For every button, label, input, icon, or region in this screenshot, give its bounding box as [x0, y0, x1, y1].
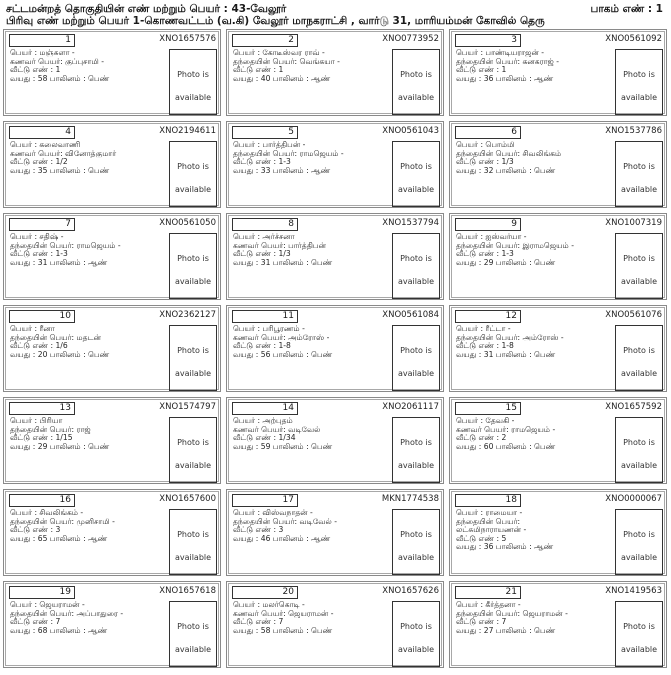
voter-card [226, 489, 444, 576]
serial-number-box: 6 [455, 126, 521, 139]
voter-age-gender: வயது : 33 பாலினம் : ஆண் [233, 166, 331, 175]
photo-text-line1: Photo is [177, 70, 209, 79]
voter-relation: தந்தையின் பெயர்: ஜெயராமன் - [456, 609, 568, 618]
voter-house-number: வீட்டு எண் : 1/34 [233, 434, 296, 443]
voter-card [226, 29, 444, 116]
serial-number-box: 2 [232, 34, 298, 47]
voter-name: பெயர் : பாண்டியராஜன் - [456, 49, 545, 57]
epic-id: XNO1419563 [605, 586, 662, 596]
epic-id: XNO0561084 [382, 310, 439, 320]
voter-details [233, 49, 383, 83]
photo-text-line2: available [174, 645, 212, 654]
voter-house-number: வீட்டு எண் : 5 [456, 534, 507, 543]
epic-id: XNO2362127 [159, 310, 216, 320]
photo-text-line1: Photo is [623, 622, 655, 631]
voter-card [449, 305, 667, 392]
photo-text-line2: available [620, 645, 658, 654]
serial-number-box: 8 [232, 218, 298, 231]
voter-age-gender: வயது : 31 பாலினம் : ஆண் [10, 258, 108, 267]
photo-text-line1: Photo is [623, 70, 655, 79]
voter-age-gender: வயது : 35 பாலினம் : பெண் [10, 166, 110, 175]
voter-details [456, 141, 606, 175]
photo-text-line1: Photo is [400, 162, 432, 171]
epic-id: MKN1774538 [381, 494, 439, 504]
serial-number-box: 3 [455, 34, 521, 47]
photo-text-line1: Photo is [177, 254, 209, 263]
photo-text-line1: Photo is [177, 622, 209, 631]
serial-number-box: 4 [9, 126, 75, 139]
voter-relation: தந்தையின் பெயர்: ராமஜெயம் - [233, 149, 344, 158]
voter-house-number: வீட்டு எண் : 3 [233, 526, 284, 535]
part-number: பாகம் எண் : 1 [590, 3, 663, 15]
voter-name: பெயர் : பார்த்திபன் - [233, 141, 306, 149]
serial-number-box: 18 [455, 494, 521, 507]
photo-text-line2: available [397, 369, 435, 378]
voter-details [456, 49, 606, 83]
epic-id: XNO1657626 [382, 586, 439, 596]
epic-id: XNO0000067 [605, 494, 662, 504]
photo-placeholder [169, 601, 217, 667]
voter-details [10, 417, 160, 451]
photo-text-line1: Photo is [400, 254, 432, 263]
serial-number-box: 15 [455, 402, 521, 415]
voter-age-gender: வயது : 29 பாலினம் : பெண் [10, 442, 110, 451]
photo-placeholder [615, 325, 663, 391]
voter-relation: தந்தையின் பெயர்: ராஜ் [10, 425, 91, 434]
epic-id: XNO1657576 [159, 34, 216, 44]
voter-card [449, 213, 667, 300]
epic-id: XNO0773952 [382, 34, 439, 44]
photo-text-line2: available [620, 461, 658, 470]
voter-card [449, 29, 667, 116]
voter-house-number: வீட்டு எண் : 1/2 [10, 158, 68, 167]
voter-house-number: வீட்டு எண் : 7 [10, 618, 61, 627]
voter-name: பெயர் : பரிபூரணம் - [233, 325, 305, 333]
serial-number-box: 12 [455, 310, 521, 323]
photo-placeholder [392, 601, 440, 667]
photo-text-line1: Photo is [400, 622, 432, 631]
voter-name: பெயர் : பிரியா [10, 417, 63, 425]
voter-age-gender: வயது : 58 பாலினம் : பெண் [233, 626, 333, 635]
photo-text-line2: available [174, 553, 212, 562]
epic-id: XNO1574797 [159, 402, 216, 412]
epic-id: XNO1657618 [159, 586, 216, 596]
voter-name: பெயர் : மஞ்சுளா - [10, 49, 75, 57]
voter-relation-cont: லட்சுமிநாராயணன் - [456, 526, 527, 535]
voter-house-number: வீட்டு எண் : 1 [456, 66, 507, 75]
photo-placeholder [615, 509, 663, 575]
voter-name: பெயர் : மலர்கொடி - [233, 601, 305, 609]
voter-relation: கணவர் பெயர்: அம்ரோஸ் - [233, 333, 330, 342]
voter-relation: தந்தையின் பெயர்: அப்பாதுரை - [10, 609, 124, 618]
epic-id: XNO1657592 [605, 402, 662, 412]
voter-age-gender: வயது : 65 பாலினம் : ஆண் [10, 534, 108, 543]
photo-text-line1: Photo is [177, 530, 209, 539]
voter-age-gender: வயது : 36 பாலினம் : ஆண் [456, 74, 554, 83]
serial-number-box: 14 [232, 402, 298, 415]
voter-details [233, 509, 383, 543]
photo-placeholder [392, 325, 440, 391]
voter-details [233, 417, 383, 451]
voter-card [449, 581, 667, 668]
photo-text-line2: available [174, 185, 212, 194]
epic-id: XNO2194611 [159, 126, 216, 136]
voter-age-gender: வயது : 56 பாலினம் : பெண் [233, 350, 333, 359]
photo-placeholder [169, 417, 217, 483]
voter-card [3, 489, 221, 576]
voter-relation: தந்தையின் பெயர்: வெங்கயா - [233, 57, 340, 66]
voter-name: பெயர் : அர்ச்சனா [233, 233, 295, 241]
voter-details [10, 601, 160, 635]
voter-house-number: வீட்டு எண் : 1-3 [233, 158, 291, 167]
photo-text-line2: available [174, 461, 212, 470]
voter-card [226, 121, 444, 208]
photo-placeholder [169, 325, 217, 391]
serial-number-box: 1 [9, 34, 75, 47]
voter-relation: தந்தையின் பெயர்: ராமஜெயம் - [10, 241, 121, 250]
voter-age-gender: வயது : 32 பாலினம் : பெண் [456, 166, 556, 175]
photo-text-line2: available [620, 369, 658, 378]
photo-text-line2: available [620, 277, 658, 286]
voter-card [3, 581, 221, 668]
photo-placeholder [392, 49, 440, 115]
photo-placeholder [169, 49, 217, 115]
epic-id: XNO0561076 [605, 310, 662, 320]
voter-name: பெயர் : ஜெயராமன் - [10, 601, 85, 609]
voter-age-gender: வயது : 31 பாலினம் : பெண் [233, 258, 333, 267]
voter-card [449, 489, 667, 576]
voter-relation: தந்தையின் பெயர்: அம்ரோஸ் - [456, 333, 564, 342]
photo-text-line1: Photo is [623, 530, 655, 539]
photo-text-line2: available [397, 277, 435, 286]
voter-age-gender: வயது : 68 பாலினம் : ஆண் [10, 626, 108, 635]
photo-text-line1: Photo is [400, 530, 432, 539]
serial-number-box: 17 [232, 494, 298, 507]
voter-house-number: வீட்டு எண் : 7 [233, 618, 284, 627]
voter-name: பெயர் : அற்புதம் [233, 417, 293, 425]
voter-house-number: வீட்டு எண் : 1/3 [456, 158, 514, 167]
voter-details [10, 233, 160, 267]
photo-text-line1: Photo is [623, 438, 655, 447]
voter-name: பெயர் : ரீட்டா - [456, 325, 511, 333]
voter-card [226, 397, 444, 484]
voter-house-number: வீட்டு எண் : 7 [456, 618, 507, 627]
voter-age-gender: வயது : 29 பாலினம் : பெண் [456, 258, 556, 267]
voter-card [449, 121, 667, 208]
voter-house-number: வீட்டு எண் : 1/3 [233, 250, 291, 259]
voter-house-number: வீட்டு எண் : 1/15 [10, 434, 73, 443]
voter-card [226, 581, 444, 668]
voter-relation: தந்தையின் பெயர்: சிவலிங்கம் [456, 149, 562, 158]
serial-number-box: 21 [455, 586, 521, 599]
voter-details [456, 233, 606, 267]
photo-text-line1: Photo is [177, 438, 209, 447]
photo-placeholder [169, 233, 217, 299]
photo-text-line2: available [174, 277, 212, 286]
photo-text-line1: Photo is [623, 162, 655, 171]
voter-name: பெயர் : பொம்மி [456, 141, 515, 149]
serial-number-box: 11 [232, 310, 298, 323]
voter-age-gender: வயது : 46 பாலினம் : ஆண் [233, 534, 331, 543]
voter-name: பெயர் : சிவலிங்கம் - [10, 509, 84, 517]
photo-placeholder [392, 141, 440, 207]
voter-house-number: வீட்டு எண் : 1/6 [10, 342, 68, 351]
voter-relation: தந்தையின் பெயர்: வடிவேல் - [233, 517, 337, 526]
voter-details [10, 325, 160, 359]
photo-placeholder [615, 601, 663, 667]
epic-id: XNO2061117 [382, 402, 439, 412]
voter-age-gender: வயது : 27 பாலினம் : பெண் [456, 626, 556, 635]
epic-id: XNO1537794 [382, 218, 439, 228]
constituency-title: சட்டமன்றத் தொகுதியின் எண் மற்றும் பெயர் : 43-வேலூர் [6, 3, 287, 15]
voter-name: பெயர் : ரீனா [10, 325, 55, 333]
voter-age-gender: வயது : 58 பாலினம் : பெண் [10, 74, 110, 83]
voter-details [233, 141, 383, 175]
photo-placeholder [169, 141, 217, 207]
voter-house-number: வீட்டு எண் : 2 [456, 434, 507, 443]
epic-id: XNO0561050 [159, 218, 216, 228]
serial-number-box: 19 [9, 586, 75, 599]
voter-house-number: வீட்டு எண் : 1-3 [10, 250, 68, 259]
voter-relation: தந்தையின் பெயர்: முனிசாமி - [10, 517, 115, 526]
photo-text-line1: Photo is [400, 70, 432, 79]
voter-age-gender: வயது : 31 பாலினம் : பெண் [456, 350, 556, 359]
voter-details [10, 49, 160, 83]
voter-details [456, 601, 606, 635]
photo-text-line1: Photo is [400, 438, 432, 447]
voter-house-number: வீட்டு எண் : 3 [10, 526, 61, 535]
photo-placeholder [169, 509, 217, 575]
photo-placeholder [615, 233, 663, 299]
voter-card [3, 121, 221, 208]
serial-number-box: 5 [232, 126, 298, 139]
voter-name: பெயர் : ராமையா - [456, 509, 523, 517]
voter-card [3, 213, 221, 300]
photo-placeholder [615, 417, 663, 483]
voter-details [233, 325, 383, 359]
photo-text-line1: Photo is [177, 346, 209, 355]
photo-text-line2: available [620, 185, 658, 194]
voter-details [10, 509, 160, 543]
epic-id: XNO1657600 [159, 494, 216, 504]
voter-name: பெயர் : கோடீஸ்வர ராவ் - [233, 49, 325, 57]
voter-details [233, 233, 383, 267]
voter-house-number: வீட்டு எண் : 1 [10, 66, 61, 75]
voter-house-number: வீட்டு எண் : 1-3 [456, 250, 514, 259]
voter-details [456, 417, 606, 451]
serial-number-box: 20 [232, 586, 298, 599]
voter-relation: தந்தையின் பெயர்: [456, 517, 521, 526]
voter-relation: தந்தையின் பெயர்: கனகராஜ் - [456, 57, 559, 66]
serial-number-box: 10 [9, 310, 75, 323]
voter-card [3, 29, 221, 116]
voter-relation: கணவர் பெயர்: ஜெயராமன் - [233, 609, 334, 618]
epic-id: XNO0561092 [605, 34, 662, 44]
photo-text-line2: available [620, 93, 658, 102]
voter-card [449, 397, 667, 484]
epic-id: XNO1007319 [605, 218, 662, 228]
photo-placeholder [392, 417, 440, 483]
photo-text-line1: Photo is [400, 346, 432, 355]
voter-card [226, 213, 444, 300]
serial-number-box: 7 [9, 218, 75, 231]
voter-card [3, 397, 221, 484]
voter-name: பெயர் : கீர்த்தனா - [456, 601, 521, 609]
photo-text-line2: available [397, 461, 435, 470]
voter-age-gender: வயது : 59 பாலினம் : பெண் [233, 442, 333, 451]
voter-age-gender: வயது : 20 பாலினம் : பெண் [10, 350, 110, 359]
photo-placeholder [615, 141, 663, 207]
serial-number-box: 16 [9, 494, 75, 507]
voter-details [456, 509, 606, 552]
serial-number-box: 9 [455, 218, 521, 231]
voter-age-gender: வயது : 40 பாலினம் : ஆண் [233, 74, 331, 83]
photo-text-line2: available [397, 93, 435, 102]
voter-age-gender: வயது : 60 பாலினம் : பெண் [456, 442, 556, 451]
photo-text-line2: available [620, 553, 658, 562]
voter-relation: தந்தையின் பெயர்: இராமஜெயம் - [456, 241, 574, 250]
photo-placeholder [392, 509, 440, 575]
voter-details [233, 601, 383, 635]
voter-relation: கணவர் பெயர்: குப்புசாமி - [10, 57, 104, 66]
section-title: பிரிவு எண் மற்றும் பெயர் 1-கொணவட்டம் (வ.கி) வேலூர் மாநகராட்சி , வார்டு 31, மாரியம்மன் கோவில் தெரு [6, 15, 545, 27]
voter-house-number: வீட்டு எண் : 1-8 [233, 342, 291, 351]
voter-details [456, 325, 606, 359]
voter-relation: கணவர் பெயர்: வினோத்குமார் [10, 149, 117, 158]
photo-placeholder [392, 233, 440, 299]
voter-name: பெயர் : கலைவாணி [10, 141, 81, 149]
epic-id: XNO1537786 [605, 126, 662, 136]
photo-text-line1: Photo is [623, 254, 655, 263]
photo-text-line2: available [397, 553, 435, 562]
voter-house-number: வீட்டு எண் : 1-8 [456, 342, 514, 351]
voter-name: பெயர் : தேவகி - [456, 417, 515, 425]
photo-text-line2: available [174, 369, 212, 378]
voter-relation: தந்தையின் பெயர்: மதடன் [10, 333, 101, 342]
photo-text-line2: available [397, 185, 435, 194]
photo-text-line1: Photo is [177, 162, 209, 171]
voter-age-gender: வயது : 36 பாலினம் : ஆண் [456, 543, 554, 552]
photo-placeholder [615, 49, 663, 115]
voter-relation: கணவர் பெயர்: ராமஜெயம் - [456, 425, 556, 434]
photo-text-line2: available [174, 93, 212, 102]
photo-text-line1: Photo is [623, 346, 655, 355]
epic-id: XNO0561043 [382, 126, 439, 136]
voter-name: பெயர் : விஸ்வநாதன் - [233, 509, 313, 517]
voter-name: பெயர் : சதிஷ் - [10, 233, 64, 241]
voter-card [226, 305, 444, 392]
voter-name: பெயர் : ஐஸ்வர்யா - [456, 233, 527, 241]
voter-relation: கணவர் பெயர்: வடிவேல் [233, 425, 321, 434]
voter-grid [3, 29, 667, 668]
voter-details [10, 141, 160, 175]
serial-number-box: 13 [9, 402, 75, 415]
voter-relation: கணவர் பெயர்: பார்த்திபன் [233, 241, 326, 250]
photo-text-line2: available [397, 645, 435, 654]
voter-card [3, 305, 221, 392]
voter-house-number: வீட்டு எண் : 1 [233, 66, 284, 75]
